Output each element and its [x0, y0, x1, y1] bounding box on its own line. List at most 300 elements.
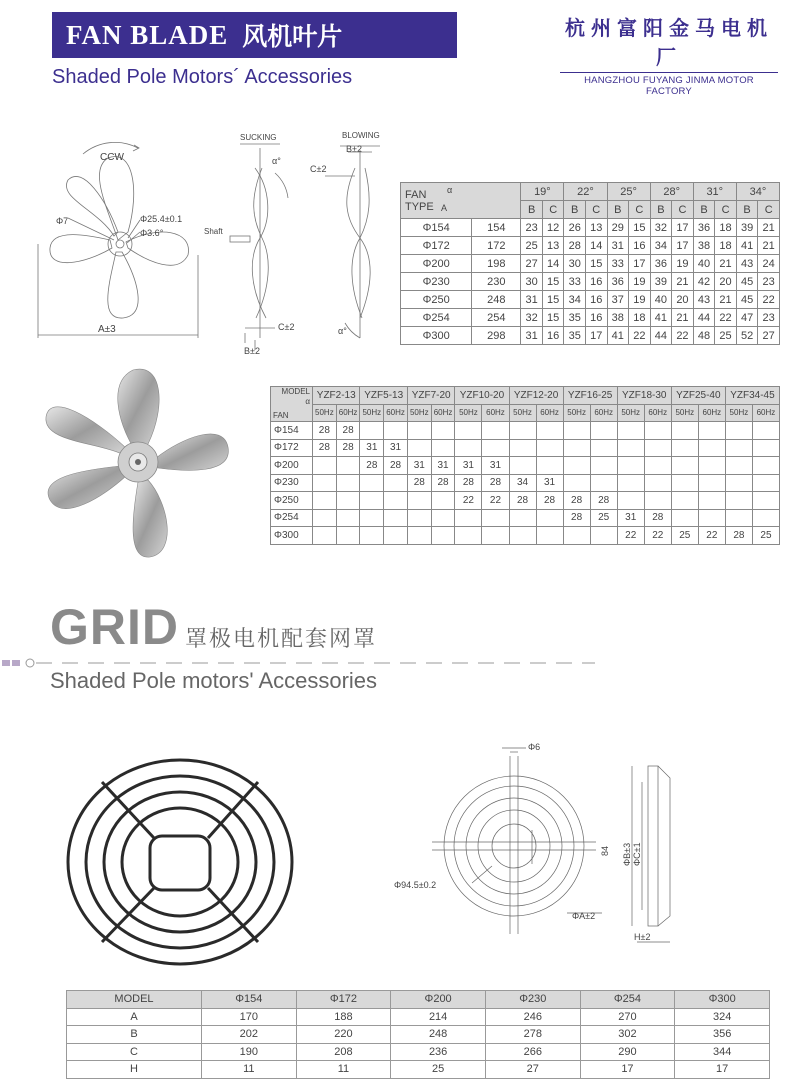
model-value-cell [671, 492, 698, 510]
model-header: YZF12-20 [509, 387, 563, 405]
model-value-cell [313, 527, 337, 545]
fan-size-cell: Φ172 [271, 439, 313, 457]
dimension-cell: 34 [564, 291, 586, 309]
a3-label: A±3 [98, 324, 116, 335]
model-value-cell: 22 [698, 527, 725, 545]
model-value-cell [536, 509, 563, 527]
model-value-cell [752, 457, 779, 475]
company-name-cn: 杭州富阳金马电机厂 [565, 16, 773, 69]
hz50-header: 50Hz [360, 404, 384, 422]
dimension-cell: 31 [521, 327, 543, 345]
model-header: YZF7-20 [407, 387, 454, 405]
dimension-cell: 35 [564, 327, 586, 345]
grid-value-cell: 270 [580, 1008, 675, 1026]
dimension-cell: 17 [585, 327, 607, 345]
dimension-label-cell: A [67, 1008, 202, 1026]
grid-value-cell: 27 [485, 1061, 580, 1079]
dimension-cell: 31 [521, 291, 543, 309]
dimension-cell: 36 [650, 255, 672, 273]
table-row [271, 474, 780, 492]
model-value-cell: 28 [360, 457, 384, 475]
model-value-cell: 22 [644, 527, 671, 545]
model-value-cell [725, 474, 752, 492]
hz60-header: 60Hz [644, 404, 671, 422]
model-header: YZF16-25 [563, 387, 617, 405]
model-value-cell [752, 474, 779, 492]
table-row [401, 309, 780, 327]
dimension-label-cell: C [67, 1043, 202, 1061]
model-value-cell [725, 422, 752, 440]
a-value-cell: 254 [472, 309, 521, 327]
blowing-label: BLOWING [342, 131, 380, 140]
dimension-cell: 25 [521, 237, 543, 255]
model-value-cell [360, 509, 384, 527]
model-value-cell [384, 492, 408, 510]
model-value-cell [431, 492, 455, 510]
dimension-cell: 29 [607, 219, 629, 237]
hz50-header: 50Hz [455, 404, 482, 422]
table-row [67, 1026, 770, 1044]
model-value-cell [563, 527, 590, 545]
phi945-label: Φ94.5±0.2 [394, 880, 437, 890]
dimension-cell: 19 [629, 291, 651, 309]
grid-value-cell: 290 [580, 1043, 675, 1061]
grid-technical-drawing [392, 738, 692, 950]
a-value-cell: 248 [472, 291, 521, 309]
model-value-cell: 28 [536, 492, 563, 510]
model-value-cell: 28 [455, 474, 482, 492]
c2-label-bottom: C±2 [278, 322, 295, 332]
dimension-cell: 27 [521, 255, 543, 273]
model-value-cell [431, 422, 455, 440]
dimension-cell: 31 [607, 237, 629, 255]
dimension-cell: 42 [693, 273, 715, 291]
grid-value-cell: 11 [296, 1061, 391, 1079]
dimension-cell: 45 [736, 291, 758, 309]
table-row [401, 219, 780, 237]
angle-header: 31° [693, 183, 736, 201]
a-value-cell: 198 [472, 255, 521, 273]
h2-label: H±2 [634, 932, 651, 942]
model-value-cell [407, 509, 431, 527]
model-value-cell [384, 422, 408, 440]
model-value-cell [698, 509, 725, 527]
dimension-cell: 41 [736, 237, 758, 255]
dimension-cell: 27 [758, 327, 780, 345]
c2-label-top: C±2 [310, 164, 327, 174]
model-value-cell [698, 492, 725, 510]
a-value-cell: 172 [472, 237, 521, 255]
model-value-cell [563, 422, 590, 440]
model-value-cell [455, 422, 482, 440]
hz60-header: 60Hz [384, 404, 408, 422]
model-value-cell [360, 422, 384, 440]
dimension-cell: 16 [585, 309, 607, 327]
dimension-cell: 43 [736, 255, 758, 273]
dimension-cell: 18 [629, 309, 651, 327]
model-value-cell [644, 492, 671, 510]
model-value-cell [407, 422, 431, 440]
dimension-cell: 43 [693, 291, 715, 309]
phia-label: ΦA±2 [572, 911, 596, 921]
model-value-cell: 31 [431, 457, 455, 475]
model-value-cell [617, 439, 644, 457]
model-value-cell [536, 457, 563, 475]
dimension-cell: 44 [693, 309, 715, 327]
model-value-cell: 22 [482, 492, 509, 510]
phi6-label: Φ6 [528, 742, 541, 752]
dimension-cell: 20 [715, 273, 737, 291]
dimension-cell: 39 [650, 273, 672, 291]
model-value-cell: 28 [313, 422, 337, 440]
model-value-cell [455, 439, 482, 457]
dimension-cell: 41 [650, 309, 672, 327]
model-value-cell [617, 457, 644, 475]
hz60-header: 60Hz [752, 404, 779, 422]
dimension-cell: 13 [585, 219, 607, 237]
dimension-cell: 25 [715, 327, 737, 345]
model-value-cell [644, 474, 671, 492]
dimension-cell: 22 [629, 327, 651, 345]
model-value-cell [336, 457, 360, 475]
page-title: FAN BLADE [66, 19, 229, 50]
model-value-cell: 28 [336, 439, 360, 457]
grid-value-cell: 356 [675, 1026, 770, 1044]
model-value-cell [752, 509, 779, 527]
model-value-cell [671, 439, 698, 457]
model-value-cell [725, 492, 752, 510]
table-row [271, 492, 780, 510]
dimension-cell: 30 [564, 255, 586, 273]
model-value-cell: 28 [644, 509, 671, 527]
dimension-cell: 21 [672, 273, 694, 291]
sucking-label: SUCKING [240, 133, 277, 142]
model-value-cell [590, 439, 617, 457]
fan-size-cell: Φ200 [271, 457, 313, 475]
table-row [271, 509, 780, 527]
a-label: A [441, 203, 448, 213]
grid-value-cell: 220 [296, 1026, 391, 1044]
model-value-cell: 28 [407, 474, 431, 492]
grid-column-header: Φ154 [201, 991, 296, 1009]
hz60-header: 60Hz [698, 404, 725, 422]
grid-value-cell: 266 [485, 1043, 580, 1061]
model-value-cell: 25 [752, 527, 779, 545]
grid-section-subtitle: Shaded Pole motors' Accessories [50, 668, 378, 693]
dimension-cell: 37 [607, 291, 629, 309]
grid-value-cell: 190 [201, 1043, 296, 1061]
dimension-cell: 36 [693, 219, 715, 237]
grid-dimension-table [66, 990, 770, 1079]
dimension-cell: 22 [672, 327, 694, 345]
hz50-header: 50Hz [671, 404, 698, 422]
model-value-cell: 31 [360, 439, 384, 457]
a-value-cell: 230 [472, 273, 521, 291]
hz50-header: 50Hz [509, 404, 536, 422]
model-value-cell [617, 492, 644, 510]
dimension-cell: 40 [693, 255, 715, 273]
page-title-cn: 风机叶片 [242, 22, 343, 51]
model-value-cell: 28 [725, 527, 752, 545]
model-value-cell [384, 527, 408, 545]
model-value-cell [725, 457, 752, 475]
table-row [401, 291, 780, 309]
dimension-cell: 34 [650, 237, 672, 255]
model-value-cell [431, 509, 455, 527]
model-value-cell [563, 457, 590, 475]
dimension-cell: 15 [542, 309, 564, 327]
model-header: YZF5-13 [360, 387, 407, 405]
model-value-cell [336, 474, 360, 492]
dimension-cell: 16 [585, 273, 607, 291]
dimension-cell: 38 [693, 237, 715, 255]
model-value-cell: 31 [384, 439, 408, 457]
model-value-cell [752, 492, 779, 510]
model-value-cell: 28 [336, 422, 360, 440]
model-value-cell [698, 474, 725, 492]
phi25-label: Φ25.4±0.1 [140, 214, 183, 224]
grid-value-cell: 25 [391, 1061, 486, 1079]
dimension-cell: 35 [564, 309, 586, 327]
model-value-cell [725, 509, 752, 527]
model-value-cell: 34 [509, 474, 536, 492]
b2-label-bottom: B±2 [244, 346, 260, 356]
dimension-cell: 16 [542, 327, 564, 345]
table-row [67, 1043, 770, 1061]
model-value-cell [509, 422, 536, 440]
hz50-header: 50Hz [563, 404, 590, 422]
grid-value-cell: 278 [485, 1026, 580, 1044]
dimension-cell: 15 [542, 291, 564, 309]
title-banner [52, 12, 457, 58]
fan-size-cell: Φ250 [271, 492, 313, 510]
dimension-label-cell: B [67, 1026, 202, 1044]
dimension-cell: 18 [715, 219, 737, 237]
model-value-cell [482, 422, 509, 440]
model-value-cell [536, 422, 563, 440]
model-value-cell: 28 [509, 492, 536, 510]
grid-value-cell: 324 [675, 1008, 770, 1026]
table-row [271, 527, 780, 545]
model-value-cell [482, 439, 509, 457]
angle-header: 34° [736, 183, 779, 201]
model-value-cell [617, 474, 644, 492]
model-value-cell: 25 [590, 509, 617, 527]
dimension-cell: 33 [564, 273, 586, 291]
grid-column-header: Φ200 [391, 991, 486, 1009]
grid-value-cell: 202 [201, 1026, 296, 1044]
hz60-header: 60Hz [590, 404, 617, 422]
model-value-cell [407, 439, 431, 457]
dimension-cell: 12 [542, 219, 564, 237]
angle-header: 28° [650, 183, 693, 201]
dimension-cell: 45 [736, 273, 758, 291]
hz60-header: 60Hz [536, 404, 563, 422]
dimension-cell: 13 [542, 237, 564, 255]
hz50-header: 50Hz [725, 404, 752, 422]
c-column-header: C [672, 201, 694, 219]
dimension-cell: 30 [521, 273, 543, 291]
grid-value-cell: 302 [580, 1026, 675, 1044]
fan-type-cell: Φ172 [401, 237, 472, 255]
model-value-cell [671, 457, 698, 475]
model-value-cell: 28 [563, 492, 590, 510]
grid-section-title: GRID [50, 599, 179, 655]
grid-value-cell: 214 [391, 1008, 486, 1026]
model-fan-corner-cell [271, 387, 313, 422]
model-value-cell [536, 439, 563, 457]
model-value-cell [509, 509, 536, 527]
phi36-label: Φ3.6° [140, 228, 164, 238]
model-value-cell [455, 509, 482, 527]
dimension-cell: 24 [758, 255, 780, 273]
model-value-cell [752, 422, 779, 440]
model-value-cell: 28 [563, 509, 590, 527]
model-value-cell [313, 492, 337, 510]
model-value-cell [336, 509, 360, 527]
model-value-cell [384, 474, 408, 492]
fan-type-cell: Φ254 [401, 309, 472, 327]
dimension-cell: 21 [672, 309, 694, 327]
table-row [401, 255, 780, 273]
model-value-cell: 28 [482, 474, 509, 492]
hz60-header: 60Hz [482, 404, 509, 422]
model-value-cell [360, 492, 384, 510]
table-row [401, 273, 780, 291]
ccw-label: CCW [100, 152, 124, 163]
dimension-cell: 40 [650, 291, 672, 309]
model-header: YZF34-45 [725, 387, 779, 405]
c-column-header: C [585, 201, 607, 219]
model-header: YZF18-30 [617, 387, 671, 405]
grid-value-cell: 17 [580, 1061, 675, 1079]
model-value-cell [644, 422, 671, 440]
model-value-cell [360, 474, 384, 492]
fan-label: FAN [405, 188, 427, 201]
dimension-cell: 32 [650, 219, 672, 237]
c-column-header: C [758, 201, 780, 219]
dimension-cell: 33 [607, 255, 629, 273]
grid-value-cell: 344 [675, 1043, 770, 1061]
model-value-cell [725, 439, 752, 457]
model-value-cell [698, 439, 725, 457]
model-value-cell: 22 [617, 527, 644, 545]
fan-size-cell: Φ300 [271, 527, 313, 545]
dimension-cell: 19 [629, 273, 651, 291]
model-value-cell [563, 439, 590, 457]
model-value-cell [360, 527, 384, 545]
c-column-header: C [715, 201, 737, 219]
model-value-cell [509, 457, 536, 475]
dimension-cell: 20 [672, 291, 694, 309]
grid-guard-photo [62, 752, 302, 972]
model-value-cell: 28 [384, 457, 408, 475]
dimension-cell: 38 [607, 309, 629, 327]
model-value-cell [313, 509, 337, 527]
model-value-cell [644, 439, 671, 457]
grid-section-title-cn: 罩极电机配套网罩 [185, 627, 378, 652]
b-column-header: B [521, 201, 543, 219]
model-value-cell: 31 [407, 457, 431, 475]
phi7-label: Φ7 [56, 216, 69, 226]
model-value-cell [644, 457, 671, 475]
dimension-cell: 21 [715, 255, 737, 273]
model-value-cell [671, 509, 698, 527]
model-value-cell: 28 [313, 439, 337, 457]
alpha-label: α [447, 185, 453, 195]
grid-column-header: Φ230 [485, 991, 580, 1009]
dimension-cell: 19 [672, 255, 694, 273]
model-value-cell [509, 527, 536, 545]
fan-type-cell: Φ250 [401, 291, 472, 309]
model-value-cell [431, 439, 455, 457]
grid-value-cell: 246 [485, 1008, 580, 1026]
dimension-cell: 26 [564, 219, 586, 237]
model-value-cell [431, 527, 455, 545]
table-row [67, 1008, 770, 1026]
table-row [401, 327, 780, 345]
model-value-cell [313, 457, 337, 475]
fan-size-cell: Φ154 [271, 422, 313, 440]
phib-label: ΦB±3 [622, 842, 632, 866]
fan-size-cell: Φ254 [271, 509, 313, 527]
grid-column-header: MODEL [67, 991, 202, 1009]
model-value-cell [482, 509, 509, 527]
fan-type-cell: Φ200 [401, 255, 472, 273]
type-label: TYPE [405, 200, 434, 213]
model-value-cell [384, 509, 408, 527]
model-header: YZF2-13 [313, 387, 360, 405]
a-value-cell: 298 [472, 327, 521, 345]
fan-type-cell: Φ230 [401, 273, 472, 291]
grid-value-cell: 17 [675, 1061, 770, 1079]
b-column-header: B [564, 201, 586, 219]
fan-blade-dimension-table [400, 182, 780, 345]
dimension-cell: 36 [607, 273, 629, 291]
dimension-cell: 18 [715, 237, 737, 255]
hz50-header: 50Hz [313, 404, 337, 422]
model-value-cell [590, 422, 617, 440]
b2-label-top: B±2 [346, 144, 362, 154]
table-row [271, 422, 780, 440]
dimension-cell: 15 [542, 273, 564, 291]
company-name-en: HANGZHOU FUYANG JINMA MOTOR FACTORY [560, 72, 778, 97]
fan-blade-side-view-drawing [200, 128, 400, 360]
dimension-cell: 23 [758, 273, 780, 291]
model-value-cell [407, 492, 431, 510]
model-value-cell [590, 474, 617, 492]
angle-header: 19° [521, 183, 564, 201]
model-value-cell [313, 474, 337, 492]
dimension-cell: 15 [629, 219, 651, 237]
table-row [67, 1061, 770, 1079]
hz50-header: 50Hz [407, 404, 431, 422]
c-column-header: C [629, 201, 651, 219]
c-column-header: C [542, 201, 564, 219]
model-value-cell: 31 [617, 509, 644, 527]
hz60-header: 60Hz [431, 404, 455, 422]
dimension-cell: 44 [650, 327, 672, 345]
hz50-header: 50Hz [617, 404, 644, 422]
dimension-cell: 16 [585, 291, 607, 309]
dimension-cell: 22 [715, 309, 737, 327]
model-value-cell [590, 457, 617, 475]
dimension-cell: 23 [758, 309, 780, 327]
dimension-cell: 16 [629, 237, 651, 255]
dimension-cell: 48 [693, 327, 715, 345]
b-column-header: B [607, 201, 629, 219]
d84-label: 84 [600, 845, 610, 856]
